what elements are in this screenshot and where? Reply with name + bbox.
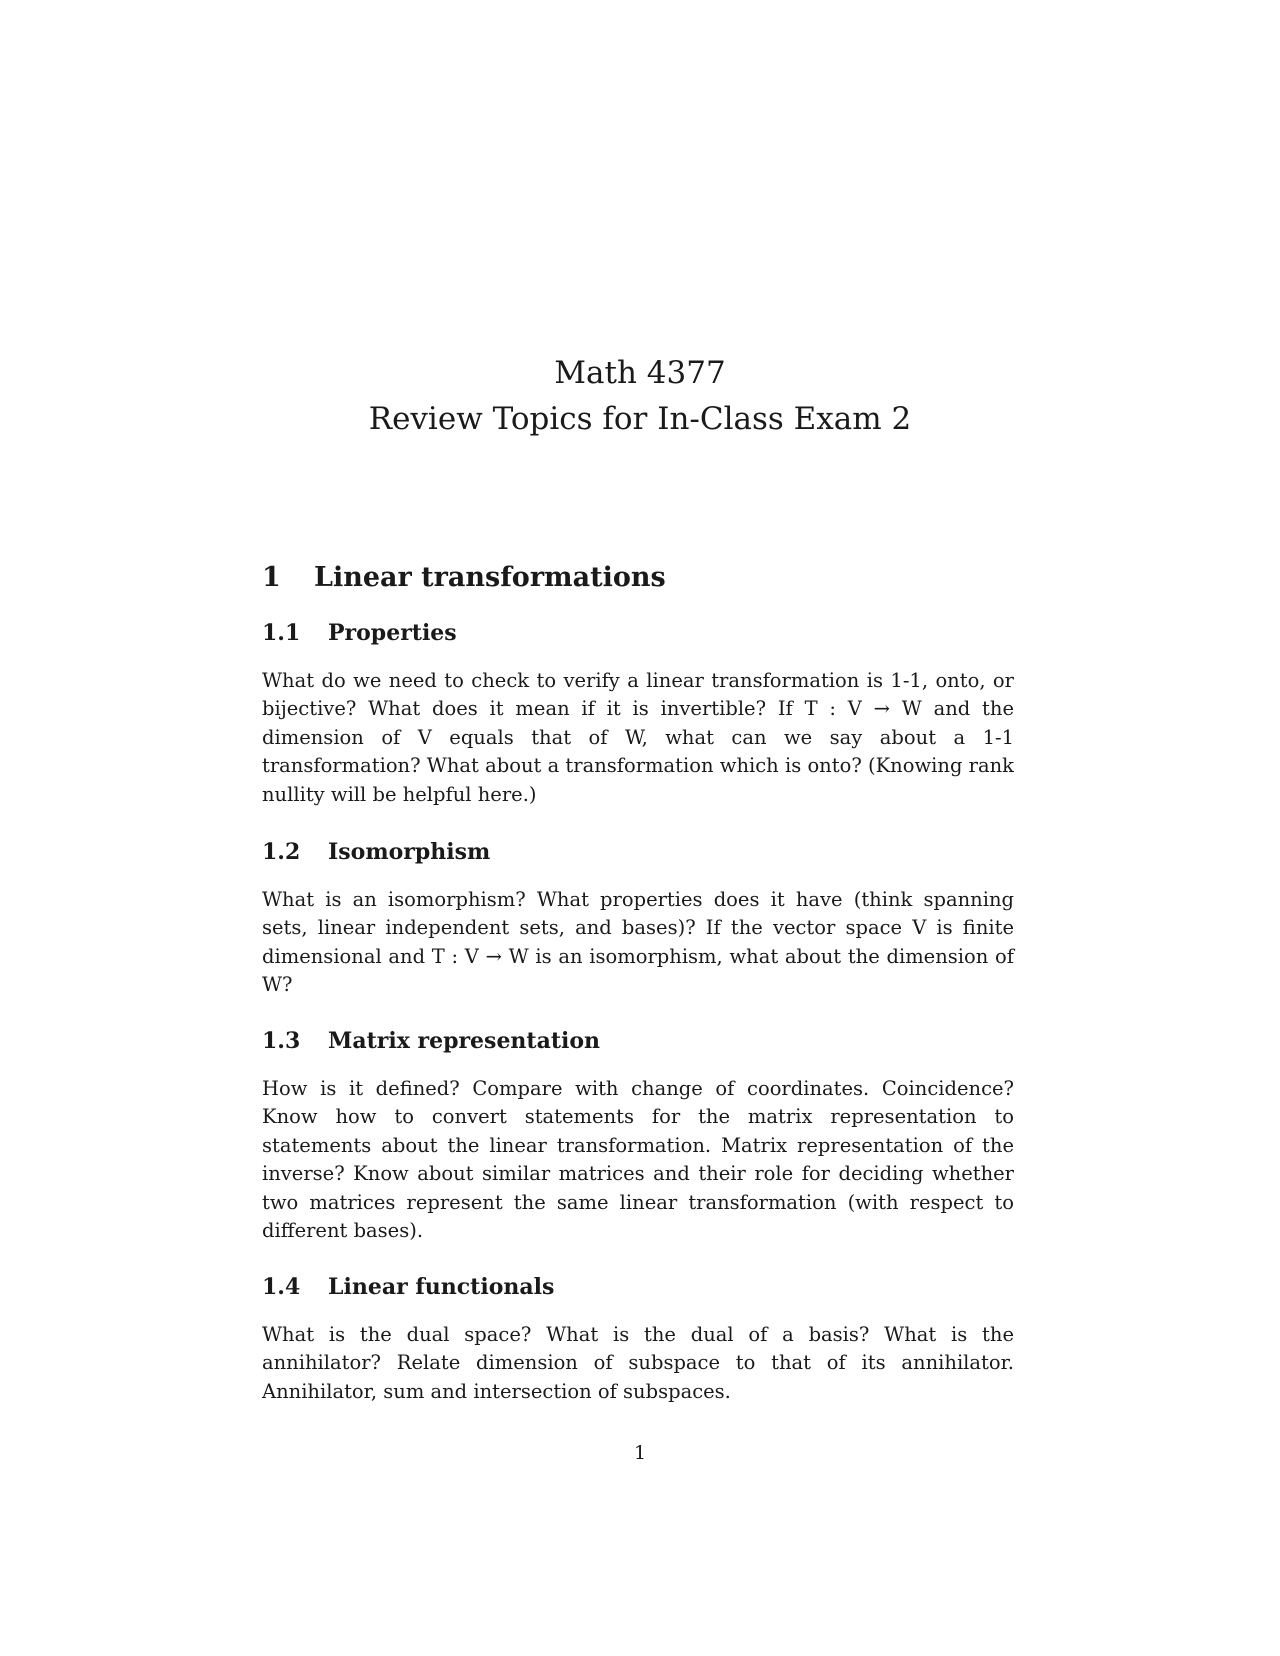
section-number: 1 <box>262 562 281 593</box>
subsection-number: 1.4 <box>262 1274 301 1300</box>
subsection-body: What is the dual space? What is the dual of a basis? What is the annihilator? Relate dimension of subspace to that of its annihilator. Annihilator, sum and intersection of subspaces. <box>262 1323 1014 1403</box>
subsection-matrix-representation <box>262 1026 1014 1245</box>
subsection-number: 1.1 <box>262 620 301 646</box>
subsection-title: Isomorphism <box>328 839 491 865</box>
subsection-body: What do we need to check to verify a linear transformation is 1-1, onto, or bijective? What does it mean if it is invertible? If T : V → W and the dimension of V equals that of W, what can we say about a 1-1 transformation? What about a transformation which is onto? (Knowing rank nullity will be helpful here.) <box>262 669 1014 806</box>
subsection-title: Linear functionals <box>328 1274 555 1300</box>
subsection-title: Properties <box>328 620 457 646</box>
subsection-isomorphism <box>262 837 1014 1000</box>
section-title: Linear transformations <box>314 562 666 593</box>
course-title: Math 4377 <box>554 355 726 391</box>
subsection-body: What is an isomorphism? What properties does it have (think spanning sets, linear independent sets, and bases)? If the vector space V is finite dimensional and T : V → W is an isomorphism, what about the dimension of W? <box>262 888 1014 997</box>
page-number: 1 <box>633 1442 647 1464</box>
document-title <box>0 350 1280 442</box>
section-heading-1 <box>262 561 1014 595</box>
subsection-title: Matrix representation <box>328 1028 601 1054</box>
subsection-number: 1.2 <box>262 839 301 865</box>
subsection-number: 1.3 <box>262 1028 301 1054</box>
subsection-linear-functionals <box>262 1272 1014 1406</box>
document-subtitle: Review Topics for In-Class Exam 2 <box>368 401 912 437</box>
subsection-properties <box>262 618 1014 809</box>
subsection-body: How is it defined? Compare with change of coordinates. Coincidence? Know how to convert statements for the matrix representation to statements about the linear transformation. Matrix representation of the inverse? Know about similar matrices and their role for deciding whether two matrices represent the same linear transformation (with respect to different bases). <box>262 1077 1014 1243</box>
